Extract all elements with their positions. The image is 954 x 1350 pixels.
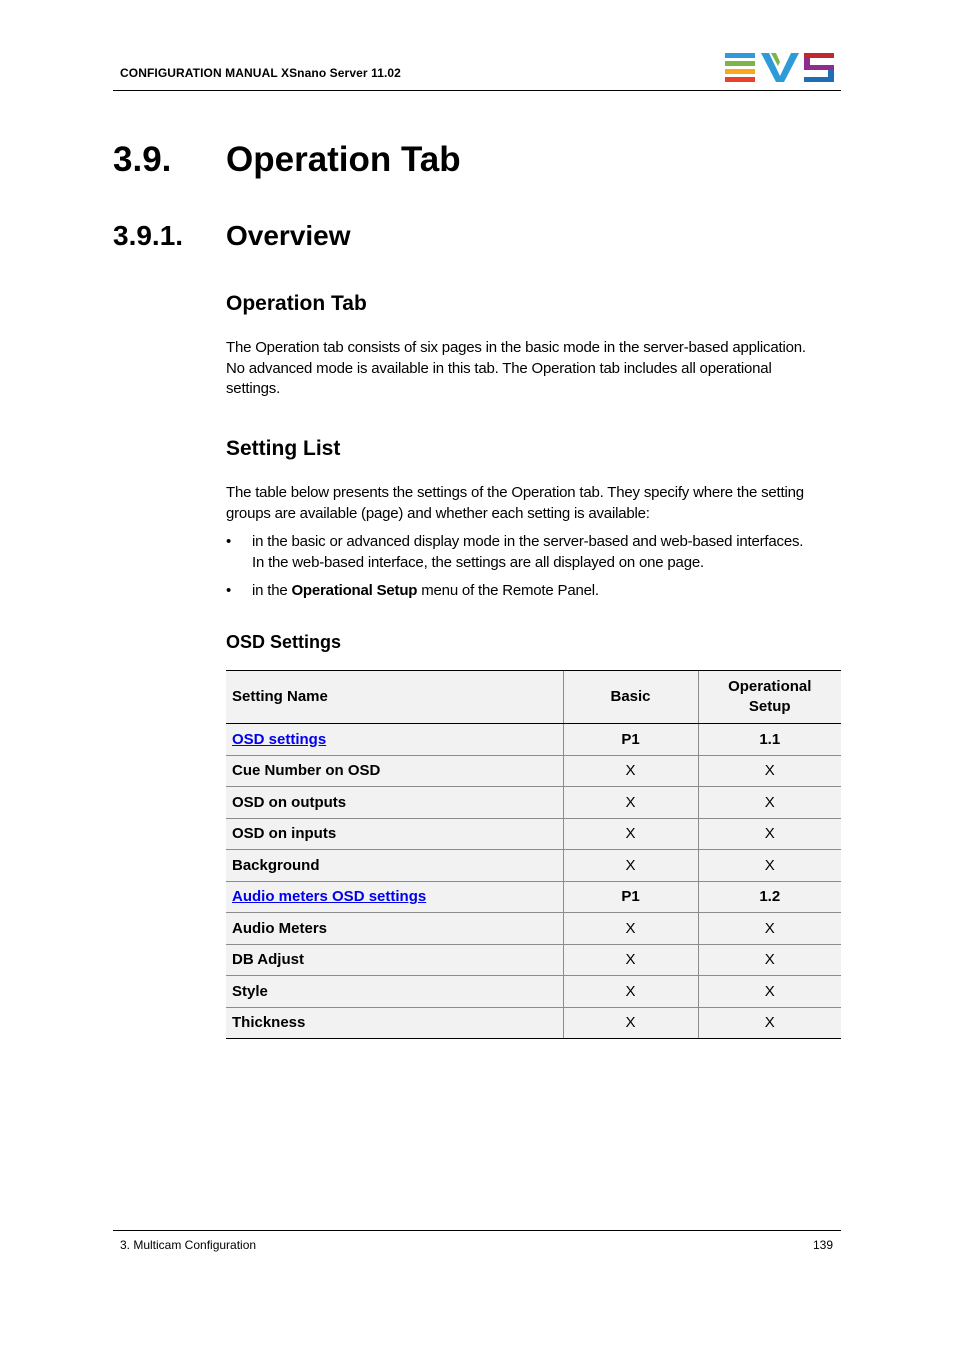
bullet-text bbox=[252, 581, 846, 602]
osd-settings-heading: OSD Settings bbox=[226, 632, 342, 652]
subsection-number: 3.9.1. bbox=[113, 220, 184, 251]
setting-list-paragraph bbox=[226, 483, 846, 524]
footer-chapter: 3. Multicam Configuration bbox=[120, 1238, 257, 1252]
basic-cell: X bbox=[563, 1007, 698, 1039]
table-row bbox=[226, 787, 841, 819]
basic-cell: P1 bbox=[563, 724, 698, 756]
operational-cell: X bbox=[698, 913, 841, 945]
basic-cell: X bbox=[563, 755, 698, 787]
column-header-setting-name: Setting Name bbox=[226, 671, 563, 724]
operation-tab-paragraph bbox=[226, 338, 846, 400]
bullet-glyph: • bbox=[226, 582, 232, 599]
table-row bbox=[226, 755, 841, 787]
subsection-title: Overview bbox=[226, 220, 351, 251]
bullet-line: in the basic or advanced display mode in the server-based and web-based interfaces. bbox=[252, 533, 804, 550]
manual-title: CONFIGURATION MANUAL XSnano Server 11.02 bbox=[120, 66, 401, 80]
column-header-operational-setup bbox=[698, 671, 841, 724]
header-line: Setup bbox=[748, 698, 791, 715]
paragraph-line: The Operation tab consists of six pages in the basic mode in the server-based application. bbox=[226, 339, 806, 356]
basic-cell: X bbox=[563, 913, 698, 945]
operational-cell: X bbox=[698, 944, 841, 976]
table-header-row bbox=[226, 671, 841, 724]
setting-name-cell: OSD on inputs bbox=[226, 818, 563, 850]
bullet-glyph: • bbox=[226, 533, 232, 550]
operational-cell: X bbox=[698, 787, 841, 819]
table-row bbox=[226, 850, 841, 882]
bullet-prefix: in the bbox=[252, 582, 292, 599]
footer-rule bbox=[113, 1230, 841, 1231]
audio-meters-osd-settings-link[interactable]: Audio meters OSD settings bbox=[232, 888, 427, 906]
setting-name-cell: OSD on outputs bbox=[226, 787, 563, 819]
osd-settings-table bbox=[226, 670, 841, 1039]
basic-cell: X bbox=[563, 850, 698, 882]
setting-name-cell bbox=[226, 724, 563, 756]
table-row bbox=[226, 944, 841, 976]
paragraph-line: The table below presents the settings of the Operation tab. They specify where the setting bbox=[226, 484, 804, 501]
evs-logo-icon bbox=[724, 52, 836, 82]
table-row bbox=[226, 1007, 841, 1039]
bullet-suffix: menu of the Remote Panel. bbox=[417, 582, 599, 599]
subsection-heading bbox=[113, 220, 351, 252]
bullet-text bbox=[252, 532, 846, 573]
operational-cell: X bbox=[698, 755, 841, 787]
paragraph-line: settings. bbox=[226, 380, 281, 397]
section-number: 3.9. bbox=[113, 140, 172, 179]
table-row bbox=[226, 976, 841, 1008]
table-row bbox=[226, 881, 841, 913]
operational-cell: X bbox=[698, 818, 841, 850]
operational-cell: 1.1 bbox=[698, 724, 841, 756]
basic-cell: X bbox=[563, 944, 698, 976]
paragraph-line: groups are available (page) and whether each setting is available: bbox=[226, 504, 650, 522]
operational-cell: X bbox=[698, 850, 841, 882]
setting-name-cell: Background bbox=[226, 850, 563, 882]
table-row bbox=[226, 913, 841, 945]
basic-cell: X bbox=[563, 818, 698, 850]
setting-name-cell: Thickness bbox=[226, 1007, 563, 1039]
basic-cell: X bbox=[563, 787, 698, 819]
table-row bbox=[226, 818, 841, 850]
header-rule bbox=[113, 90, 841, 91]
basic-cell: X bbox=[563, 976, 698, 1008]
operational-cell: X bbox=[698, 1007, 841, 1039]
operation-tab-heading: Operation Tab bbox=[226, 292, 367, 315]
setting-name-cell: Style bbox=[226, 976, 563, 1008]
bullet-line: In the web-based interface, the settings are all displayed on one page. bbox=[252, 553, 704, 571]
operational-cell: X bbox=[698, 976, 841, 1008]
operational-cell: 1.2 bbox=[698, 881, 841, 913]
basic-cell: P1 bbox=[563, 881, 698, 913]
column-header-basic: Basic bbox=[563, 671, 698, 724]
header-line: Operational bbox=[728, 677, 812, 695]
setting-name-cell bbox=[226, 881, 563, 913]
section-title: Operation Tab bbox=[226, 140, 461, 179]
setting-list-heading: Setting List bbox=[226, 437, 341, 460]
page-number: 139 bbox=[812, 1238, 833, 1252]
osd-settings-link[interactable]: OSD settings bbox=[232, 730, 327, 748]
setting-name-cell: Audio Meters bbox=[226, 913, 563, 945]
paragraph-line: No advanced mode is available in this tab. The Operation tab includes all operational bbox=[226, 359, 772, 377]
section-heading bbox=[113, 140, 461, 180]
setting-name-cell: DB Adjust bbox=[226, 944, 563, 976]
setting-name-cell: Cue Number on OSD bbox=[226, 755, 563, 787]
table-row bbox=[226, 724, 841, 756]
bullet-bold: Operational Setup bbox=[291, 582, 418, 599]
